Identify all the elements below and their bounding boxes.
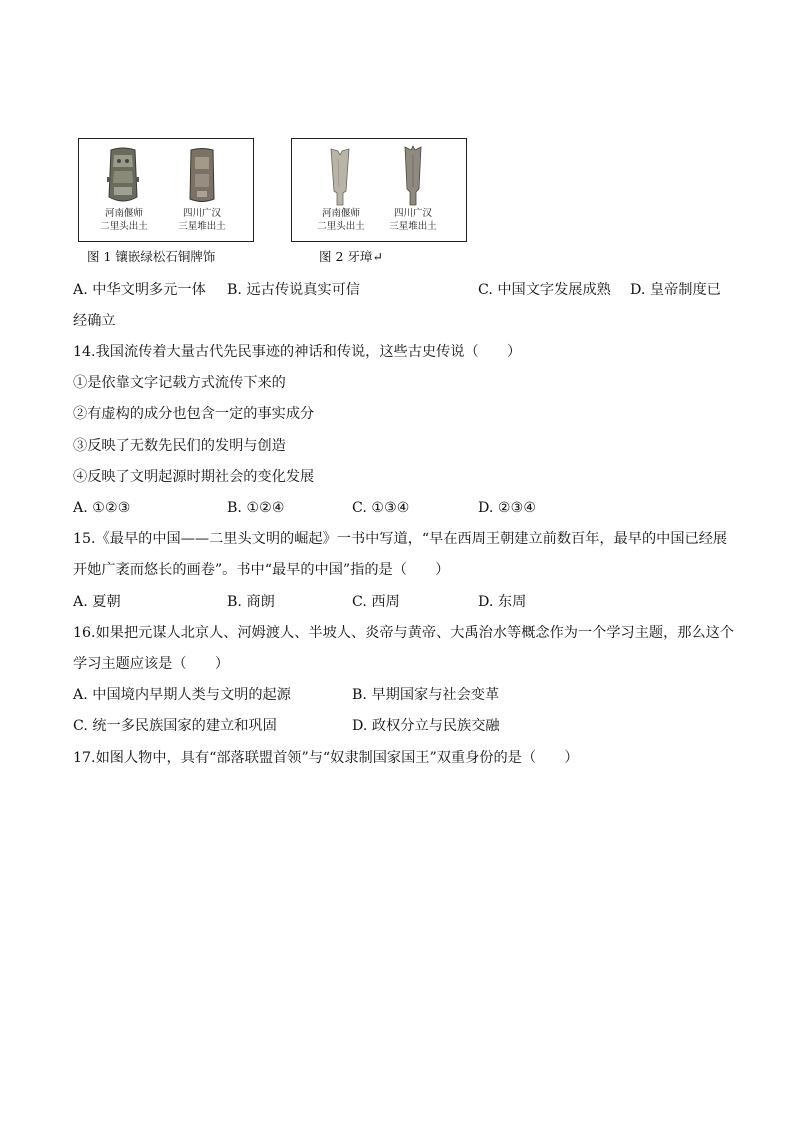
q14-statement-1: ①是依靠文字记载方式流传下来的 [73,375,286,391]
q13-option-a[interactable]: A. 中华文明多元一体 [73,282,206,298]
q13-option-d-wrap: 经确立 [73,313,116,329]
figure-1-location-b-line1: 四川广汉 [182,208,221,219]
q14-stem: 14.我国流传着大量古代先民事迹的神话和传说，这些古史传说（ ） [73,344,522,360]
figure-2-location-b-line1: 四川广汉 [393,208,432,219]
q14-option-b[interactable]: B. ①②④ [227,500,285,516]
figure-1-location-b [167,207,237,233]
q14-statement-2: ②有虚构的成分也包含一定的事实成分 [73,406,315,422]
figure-2-caption: 图 2 牙璋↵ [319,249,383,264]
q16-option-b[interactable]: B. 早期国家与社会变革 [352,687,500,703]
q16-stem-line1: 16.如果把元谋人北京人、河姆渡人、半坡人、炎帝与黄帝、大禹治水等概念作为一个学习主题，那么这个 [73,625,735,641]
yazhang-erlitou-image [328,147,352,207]
q15-option-d[interactable]: D. 东周 [478,594,527,610]
q16-option-c[interactable]: C. 统一多民族国家的建立和巩固 [73,718,277,734]
q16-stem-line2: 学习主题应该是（ ） [73,656,230,672]
figure-2-location-a [306,207,376,233]
q13-option-d[interactable]: D. 皇帝制度已 [630,282,721,298]
q16-option-a[interactable]: A. 中国境内早期人类与文明的起源 [73,687,291,703]
figure-2-location-b-line2: 三星堆出土 [389,221,437,232]
bronze-plaque-erlitou-image [107,147,139,205]
q14-option-c[interactable]: C. ①③④ [352,500,410,516]
yazhang-sanxingdui-image [402,145,424,207]
q15-stem-line2: 开她广袤而悠长的画卷”。书中“最早的中国”指的是（ ） [73,562,450,578]
figure-1-location-a-line2: 二里头出土 [100,221,148,232]
figure-2-location-b [378,207,448,233]
figure-1-caption: 图 1 镶嵌绿松石铜牌饰 [87,249,216,264]
q13-option-c[interactable]: C. 中国文字发展成熟 [478,282,611,298]
figure-1-location-a [89,207,159,233]
figure-2-location-a-line2: 二里头出土 [317,221,365,232]
figure-2-location-a-line1: 河南偃师 [321,208,360,219]
q15-option-a[interactable]: A. 夏朝 [73,594,121,610]
figure-1-location-a-line1: 河南偃师 [104,208,143,219]
q14-option-a[interactable]: A. ①②③ [73,500,131,516]
q14-statement-3: ③反映了无数先民们的发明与创造 [73,438,286,454]
q14-option-d[interactable]: D. ②③④ [478,500,537,516]
figure-1-box [78,138,254,242]
q15-option-c[interactable]: C. 西周 [352,594,400,610]
bronze-plaque-sanxingdui-image [187,147,217,205]
q16-option-d[interactable]: D. 政权分立与民族交融 [352,718,500,734]
q17-stem: 17.如图人物中，具有“部落联盟首领”与“奴隶制国家国王”双重身份的是（ ） [73,750,579,766]
q13-option-b[interactable]: B. 远古传说真实可信 [227,282,360,298]
figure-2-box [291,138,467,242]
q15-option-b[interactable]: B. 商朗 [227,594,275,610]
q15-stem-line1: 15.《最早的中国——二里头文明的崛起》一书中写道，“早在西周王朝建立前数百年，最早的中国已经展 [73,531,728,547]
figure-1-location-b-line2: 三星堆出土 [178,221,226,232]
q14-statement-4: ④反映了文明起源时期社会的变化发展 [73,469,315,485]
